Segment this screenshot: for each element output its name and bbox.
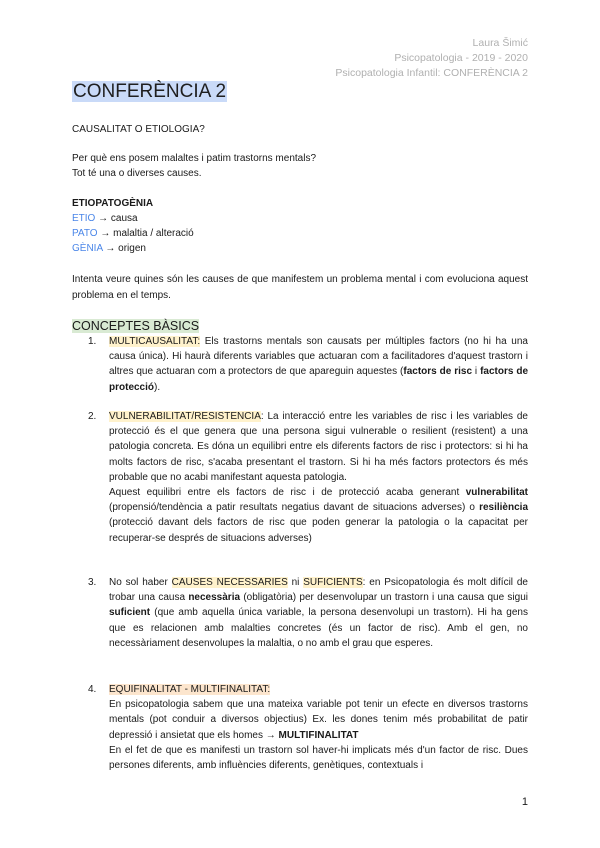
text-run: : en Psicopatologia és molt difícil de trobar una causa (109, 577, 528, 604)
question-line-2: Tot té una o diverses causes. (72, 168, 202, 179)
question-paragraph (72, 151, 528, 181)
protection-factors-term: factors de protecció (109, 366, 529, 393)
text-run: (que amb aquella única variable, la persona desenvolupi un trastorn). Hi ha gens que es relacionen amb malalties concretes (és un factor de risc). Amb el gen, no necessàriament desenvolupes la malaltia, o no amb el grau que esperes. (109, 607, 528, 649)
concept-label: EQUIFINALITAT - MULTIFINALITAT: (109, 684, 271, 695)
pato-meaning: → malaltia / alteració (100, 228, 194, 239)
text-run: (obligatòria) per desenvolupar un trastorn i una causa que sigui (240, 592, 528, 604)
genia-term (72, 241, 528, 256)
text-run: En psicopatologia sabem que una mateixa variable pot tenir un efecte en diversos trastorns mentals (pot conduir a diversos objectius) Ex. les dones tenim més probabilitat de patir depressió i ansietat que els homes → (109, 699, 528, 741)
pato-term (72, 226, 528, 241)
item-number: 2. (88, 411, 97, 422)
subtitle: CAUSALITAT O ETIOLOGIA? (72, 124, 205, 135)
text-run: No sol haber (109, 577, 172, 588)
etiopatogenia-heading: ETIOPATOGÈNIA (72, 198, 154, 209)
etio-term (72, 211, 528, 226)
concept-4-paragraph-2: En el fet de que es manifesti un trastorn sol haver-hi implicats més d'un factor de risc. Dues persones diferents, amb influències diferents, genètiques, contextuals i (109, 744, 528, 772)
question-line-1: Per què ens posem malaltes i patim trastorns mentals? (72, 153, 316, 164)
multifinality-term: MULTIFINALITAT (278, 729, 359, 741)
concept-body: Els trastorns mentals son causats per múltiples factors (no hi ha una causa única). Hi haurà diferents variables que actuaran com a facilitadores d'aquest trastorn i altres que actuaran com a protectors de que apareguin aquestes ( (109, 336, 528, 378)
page-title-highlight: CONFERÈNCIA 2 (73, 81, 227, 102)
concept-3-text (109, 575, 528, 651)
etio-meaning: → causa (98, 213, 138, 224)
sufficient-label: SUFICIENTS (303, 577, 363, 588)
necessary-term: necessària (188, 592, 241, 604)
etio-prefix: ETIO (72, 213, 96, 224)
intro-paragraph: Intenta veure quines són les causes de que manifestem un problema mental i com evoluciona aquest problema en el temps. (72, 274, 528, 301)
text-run: ni (287, 577, 304, 588)
header-subject: Psicopatologia Infantil: CONFERÈNCIA 2 (335, 67, 528, 79)
page-number: 1 (521, 796, 528, 808)
item-number: 3. (88, 577, 97, 588)
concept-item-2 (88, 409, 528, 546)
concept-4-paragraph-1 (109, 697, 528, 743)
pato-prefix: PATO (72, 228, 98, 239)
concept-4-label-line (109, 682, 528, 697)
header-course: Psicopatologia - 2019 - 2020 (394, 52, 528, 64)
concept-item-4 (88, 682, 528, 773)
section-title (72, 318, 199, 334)
text-run: Aquest equilibri entre els factors de risc i de protecció acaba generant (109, 487, 466, 499)
vulnerability-term: vulnerabilitat (465, 487, 528, 499)
sufficient-term: suficient (109, 607, 151, 619)
etiopatogenia-block (72, 196, 528, 256)
closing: ). (154, 381, 161, 393)
genia-prefix: GÈNIA (72, 243, 103, 254)
text-run: (propensió/tendència a patir resultats negatius davant de situacions adverses) o (109, 502, 480, 514)
text-run: (protecció davant dels factors de risc que poden generar la patologia o la capacitat per recuperar-se després de situacions adverses) (109, 517, 528, 544)
concept-item-3 (88, 575, 528, 651)
page-title (72, 80, 227, 104)
header-author: Laura Šimić (472, 37, 528, 49)
risk-factors-term: factors de risc (403, 366, 473, 378)
item-number: 1. (88, 336, 97, 347)
page-header (335, 36, 528, 81)
concept-1-text (109, 334, 528, 395)
necessary-causes-label: CAUSES NECESSARIES (171, 577, 288, 588)
concept-body: : La interacció entre les variables de risc i les variables de protecció és el que genera que una persona sigui vulnerable o resilient (resistent) a una patologia concreta. Es dóna un equilibri entre els diferents factors de risc i protectors: si hi ha molts factors de risc, s'acaba presentant el trastorn. Si hi ha més factors protectors és més probable que no acabi manifestant aquesta patologia. (109, 411, 528, 483)
concept-item-1 (88, 334, 528, 395)
connector: i (472, 366, 481, 378)
concept-label: VULNERABILITAT/RESISTENCIA (109, 411, 261, 422)
genia-meaning: → origen (105, 243, 146, 254)
item-number: 4. (88, 684, 97, 695)
concept-label: MULTICAUSALITAT: (109, 336, 201, 347)
concept-2-paragraph-2 (109, 485, 528, 546)
resilience-term: resiliència (479, 502, 528, 514)
concept-2-text (109, 409, 528, 485)
section-title-highlight: CONCEPTES BÀSICS (72, 319, 200, 333)
